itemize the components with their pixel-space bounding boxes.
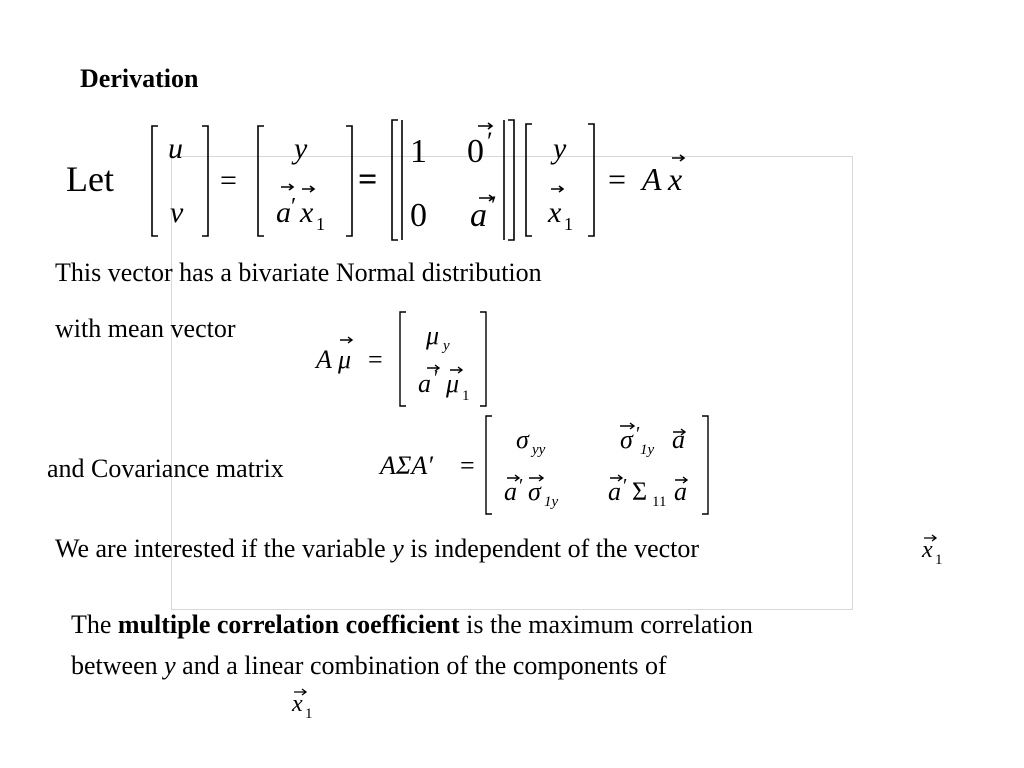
eq3-r2c1-sub: 1y bbox=[544, 494, 559, 510]
eq1-m4-sub: 1 bbox=[564, 214, 573, 234]
para-bold: multiple correlation coefficient bbox=[117, 610, 460, 639]
eq3-equals: = bbox=[460, 451, 475, 480]
equation-mean bbox=[310, 306, 510, 414]
x1-inline-sub: 1 bbox=[935, 552, 943, 568]
text-independent-a: We are interested if the variable bbox=[55, 534, 393, 563]
eq1-m3-21: 0 bbox=[410, 197, 427, 234]
eq2-bot-mu: μ bbox=[446, 369, 460, 398]
svg-text:′: ′ bbox=[487, 127, 493, 156]
text-independent-var: y bbox=[392, 534, 404, 563]
eq3-lhs: AΣA′ bbox=[380, 451, 433, 480]
x1-para-sub: 1 bbox=[305, 706, 313, 722]
eq1-m3-11: 1 bbox=[410, 133, 427, 170]
slide-title: Derivation bbox=[80, 64, 199, 93]
vector-x1-para bbox=[288, 684, 328, 724]
eq3-r1c1-sub: yy bbox=[532, 442, 546, 458]
eq1-Ax: x bbox=[668, 161, 683, 197]
eq3-r2c2-Sigma: Σ bbox=[632, 477, 648, 506]
x1-inline-x: x bbox=[922, 537, 933, 563]
eq3-r1c2-sigma: σ bbox=[620, 425, 633, 454]
equation-let bbox=[140, 110, 700, 250]
equation-covariance bbox=[376, 410, 721, 522]
eq1-equals-1: = bbox=[220, 164, 237, 197]
vector-x1-inline bbox=[918, 530, 958, 570]
eq3-r2c1-a: a bbox=[504, 477, 517, 506]
eq1-x: x bbox=[300, 196, 314, 229]
eq3-r2c2-a2: a bbox=[674, 477, 687, 506]
eq1-m3-22: a bbox=[470, 197, 487, 234]
eq3-r1c2-sub: 1y bbox=[640, 442, 655, 458]
eq1-equals-2: = bbox=[358, 161, 378, 198]
eq3-r2c2-sub: 11 bbox=[652, 494, 667, 510]
text-covariance: and Covariance matrix bbox=[47, 454, 284, 483]
eq2-equals: = bbox=[368, 345, 383, 374]
eq1-y: y bbox=[294, 132, 308, 165]
eq3-r1c1: σ bbox=[516, 425, 529, 454]
eq1-equals-3: = bbox=[608, 161, 627, 197]
text-independent-b: is independent of the vector bbox=[403, 534, 700, 563]
svg-text:′: ′ bbox=[623, 475, 628, 497]
text-mean-vector: with mean vector bbox=[55, 314, 236, 343]
para-c: and a linear combination of the components of bbox=[175, 651, 667, 680]
eq1-m4-y: y bbox=[553, 132, 567, 165]
eq2-top-mu: μ bbox=[426, 321, 440, 350]
para-var: y bbox=[164, 651, 176, 680]
eq2-mu: μ bbox=[338, 345, 352, 374]
eq1-v: v bbox=[170, 196, 184, 229]
eq1-m3-12: 0 bbox=[467, 133, 484, 170]
x1-para-x: x bbox=[292, 691, 303, 717]
eq1-sub: 1 bbox=[316, 214, 325, 234]
eq2-bot-a: a bbox=[418, 369, 431, 398]
para-b: is the maximum correlation between bbox=[71, 610, 753, 680]
eq3-r2c1-sigma: σ bbox=[528, 477, 541, 506]
text-bivariate: This vector has a bivariate Normal distribution bbox=[55, 258, 542, 287]
eq1-a: a bbox=[276, 196, 291, 229]
eq3-r2c2-a: a bbox=[608, 477, 621, 506]
eq3-r1c2-a: a bbox=[672, 425, 685, 454]
svg-text:′: ′ bbox=[434, 367, 439, 389]
svg-text:′: ′ bbox=[519, 475, 524, 497]
svg-text:′: ′ bbox=[291, 194, 297, 220]
eq1-u: u bbox=[168, 132, 183, 165]
eq1-m4-x: x bbox=[548, 196, 562, 229]
text-multiple-correlation bbox=[71, 604, 831, 686]
let-label: Let bbox=[66, 159, 114, 199]
svg-text:′: ′ bbox=[636, 423, 641, 445]
svg-text:′: ′ bbox=[491, 191, 497, 220]
para-a: The bbox=[71, 610, 118, 639]
text-independent bbox=[55, 534, 699, 564]
eq2-A: A bbox=[316, 345, 332, 374]
eq2-top-sub: y bbox=[443, 338, 450, 354]
eq1-A: A bbox=[642, 161, 662, 197]
eq2-bot-sub: 1 bbox=[462, 388, 470, 404]
